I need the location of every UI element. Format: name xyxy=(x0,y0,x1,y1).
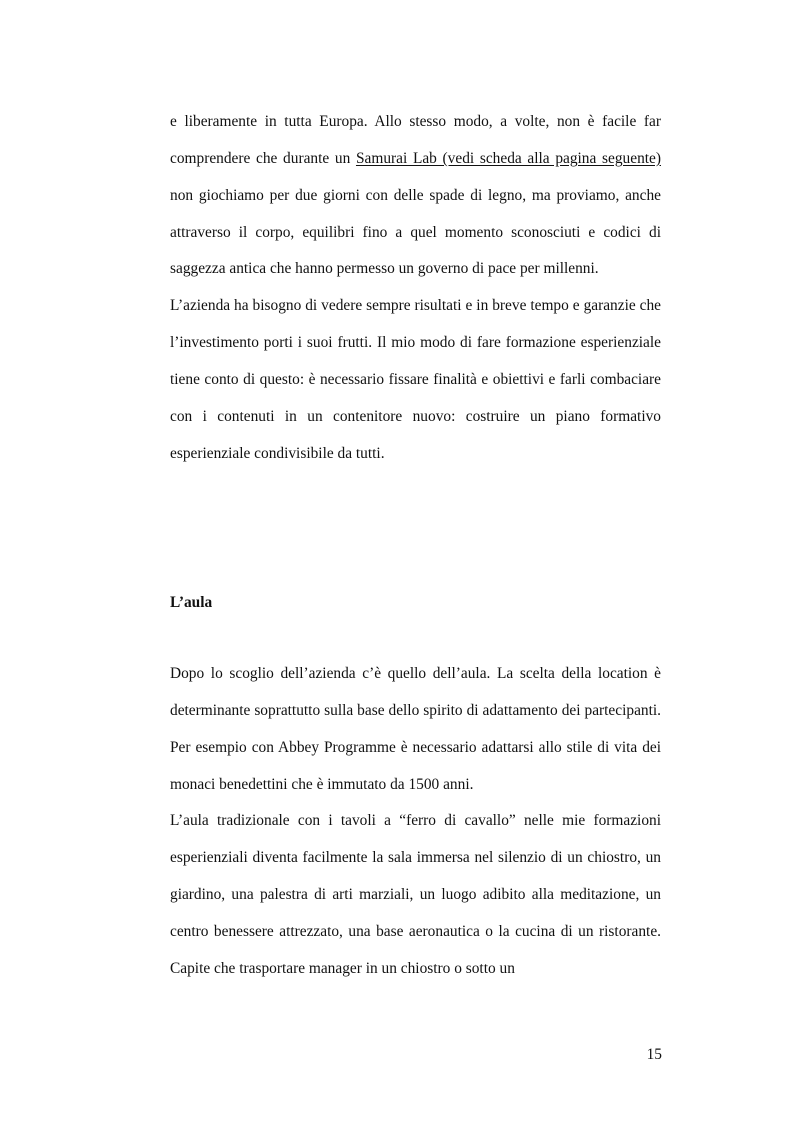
section-aula xyxy=(170,656,661,988)
samurai-lab-reference-link[interactable]: Samurai Lab (vedi scheda alla pagina seguente) xyxy=(355,149,661,167)
paragraph-aula-tradizionale: L’aula tradizionale con i tavoli a “ferro di cavallo” nelle mie formazioni esperienziali diventa facilmente la sala immersa nel silenzio di un chiostro, un giardino, una palestra di arti marziali, un luogo adibito alla meditazione, un centro benessere attrezzato, una base aeronautica o la cucina di un ristorante. Capite che trasportare manager in un chiostro o sotto un xyxy=(170,812,661,977)
paragraph-text-end: non giochiamo per due giorni con delle spade di legno, ma proviamo, anche attraverso il corpo, equilibri fino a quel momento sconosciuti e codici di saggezza antica che hanno permesso un governo di pace per millenni. xyxy=(170,186,661,278)
paragraph-location: Dopo lo scoglio dell’azienda c’è quello dell’aula. La scelta della location è determinante soprattutto sulla base dello spirito di adattamento dei partecipanti. Per esempio con Abbey Programme è necessario adattarsi allo stile di vita dei monaci benedettini che è immutato da 1500 anni. xyxy=(170,665,661,793)
paragraph-samurai-lab xyxy=(170,104,661,288)
page-number: 15 xyxy=(646,1046,662,1063)
paragraph-text-start: e liberamente in tutta Europa. Allo stesso modo, a volte, non è facile far comprendere che durante un xyxy=(170,113,661,167)
section-intro xyxy=(170,104,661,472)
paragraph-azienda: L’azienda ha bisogno di vedere sempre risultati e in breve tempo e garanzie che l’investimento porti i suoi frutti. Il mio modo di fare formazione esperienziale tiene conto di questo: è necessario fissare finalità e obiettivi e farli combaciare con i contenuti in un contenitore nuovo: costruire un piano formativo esperienziale condivisibile da tutti. xyxy=(170,297,661,462)
section-heading-aula: L’aula xyxy=(170,594,213,611)
